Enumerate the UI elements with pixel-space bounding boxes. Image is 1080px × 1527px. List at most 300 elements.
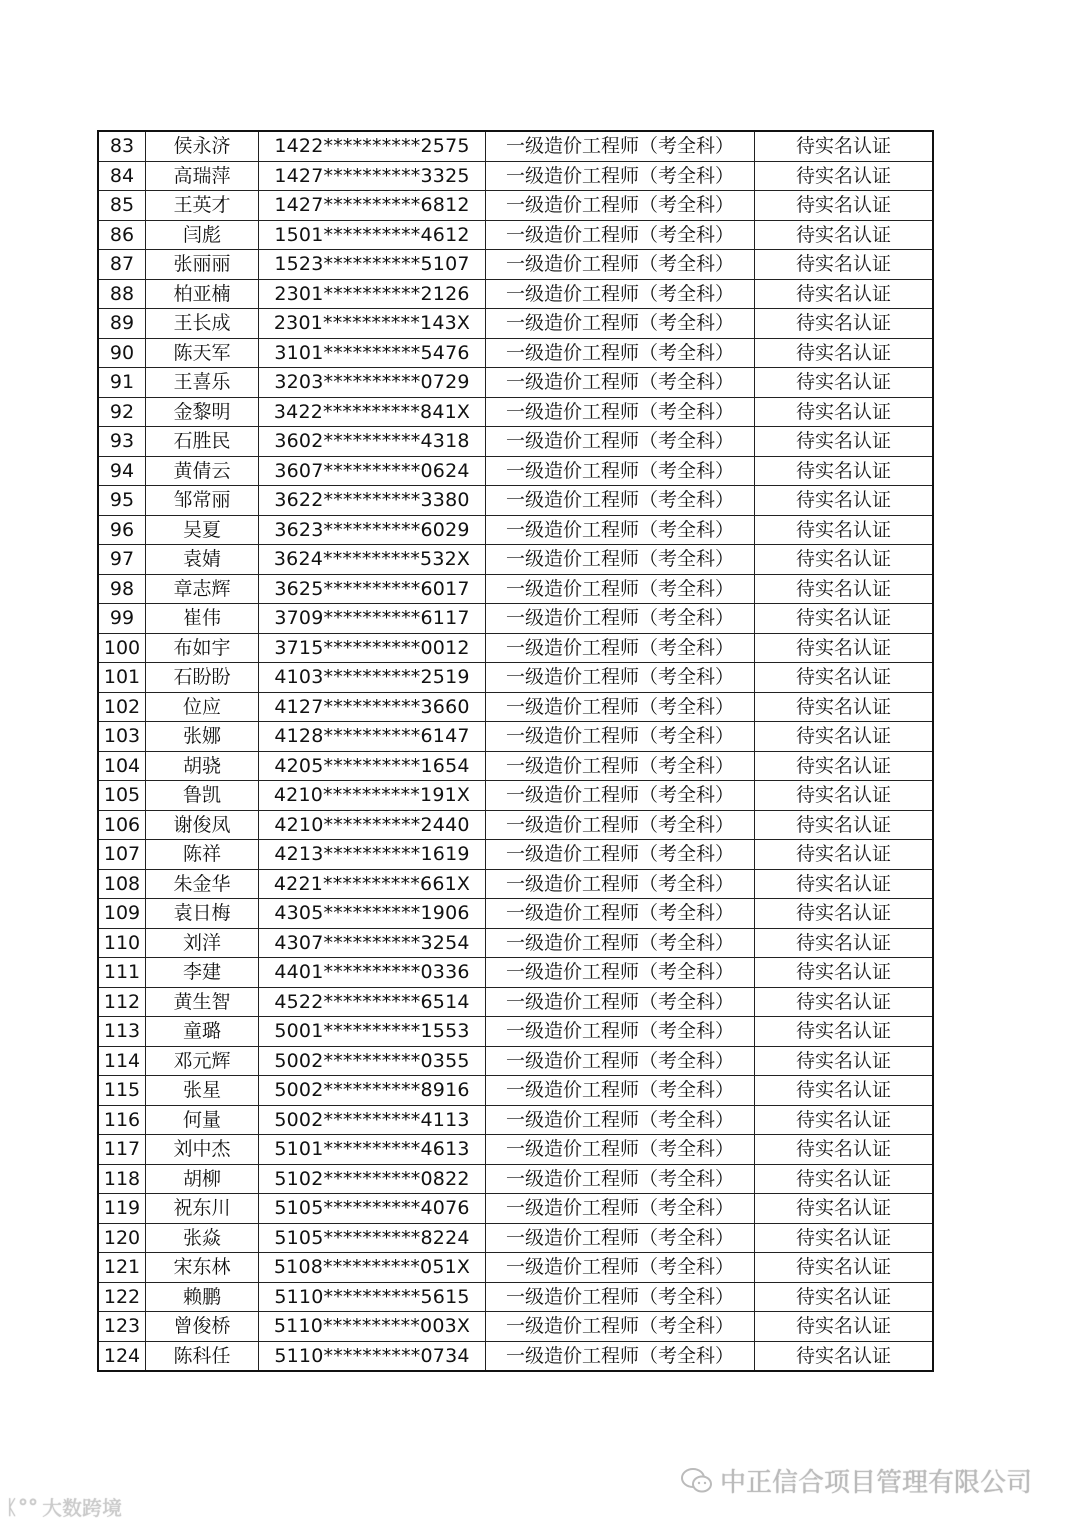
name-text: 袁婧 xyxy=(182,548,221,571)
cell-row-number xyxy=(98,456,146,486)
row-number-text: 124 xyxy=(103,1344,141,1367)
row-number-text: 85 xyxy=(109,194,135,217)
row-number-text: 84 xyxy=(109,164,135,187)
cell-qualification xyxy=(486,1253,755,1283)
qualification-text: 一级造价工程师（考全科） xyxy=(505,1108,734,1131)
cell-name xyxy=(146,279,259,309)
status-text: 待实名认证 xyxy=(795,135,891,158)
cell-id-number xyxy=(259,722,486,752)
table-row xyxy=(98,1253,933,1283)
cell-status xyxy=(755,279,934,309)
cell-row-number xyxy=(98,604,146,634)
cell-status xyxy=(755,1017,934,1047)
row-number-text: 99 xyxy=(109,607,135,630)
name-text: 高瑞萍 xyxy=(173,164,231,187)
cell-qualification xyxy=(486,1194,755,1224)
cell-row-number xyxy=(98,663,146,693)
status-text: 待实名认证 xyxy=(795,1108,891,1131)
name-text: 刘洋 xyxy=(182,931,221,954)
table-row xyxy=(98,899,933,929)
cell-row-number xyxy=(98,397,146,427)
table-row xyxy=(98,692,933,722)
table-row xyxy=(98,722,933,752)
status-text: 待实名认证 xyxy=(795,902,891,925)
cell-qualification xyxy=(486,663,755,693)
cell-qualification xyxy=(486,309,755,339)
cell-status xyxy=(755,368,934,398)
table-row xyxy=(98,279,933,309)
row-number-text: 91 xyxy=(109,371,135,394)
name-text: 黄倩云 xyxy=(173,459,231,482)
row-number-text: 92 xyxy=(109,400,135,423)
cell-name xyxy=(146,751,259,781)
cell-id-number xyxy=(259,309,486,339)
name-text: 吴夏 xyxy=(182,518,221,541)
cell-status xyxy=(755,250,934,280)
id-number-text: 4305**********1906 xyxy=(274,902,470,925)
cell-qualification xyxy=(486,899,755,929)
table-row xyxy=(98,368,933,398)
cell-status xyxy=(755,1282,934,1312)
qualification-text: 一级造价工程师（考全科） xyxy=(505,164,734,187)
cell-qualification xyxy=(486,1223,755,1253)
cell-row-number xyxy=(98,220,146,250)
row-number-text: 93 xyxy=(109,430,135,453)
status-text: 待实名认证 xyxy=(795,430,891,453)
qualification-text: 一级造价工程师（考全科） xyxy=(505,371,734,394)
table-row xyxy=(98,663,933,693)
table-row xyxy=(98,810,933,840)
cell-status xyxy=(755,1312,934,1342)
cell-qualification xyxy=(486,840,755,870)
cell-name xyxy=(146,545,259,575)
cell-id-number xyxy=(259,338,486,368)
name-text: 闫彪 xyxy=(182,223,221,246)
cell-id-number xyxy=(259,279,486,309)
name-text: 石盼盼 xyxy=(173,666,231,689)
row-number-text: 96 xyxy=(109,518,135,541)
cell-status xyxy=(755,751,934,781)
cell-id-number xyxy=(259,368,486,398)
status-text: 待实名认证 xyxy=(795,1197,891,1220)
cell-qualification xyxy=(486,486,755,516)
cell-status xyxy=(755,840,934,870)
cell-name xyxy=(146,1164,259,1194)
cell-qualification xyxy=(486,368,755,398)
cell-name xyxy=(146,810,259,840)
cell-id-number xyxy=(259,1076,486,1106)
cell-id-number xyxy=(259,1253,486,1283)
name-text: 张丽丽 xyxy=(173,253,231,276)
cell-status xyxy=(755,722,934,752)
cell-name xyxy=(146,1282,259,1312)
id-number-text: 1427**********6812 xyxy=(274,194,470,217)
name-text: 王长成 xyxy=(173,312,231,335)
name-text: 王喜乐 xyxy=(173,371,231,394)
status-text: 待实名认证 xyxy=(795,754,891,777)
row-number-text: 88 xyxy=(109,282,135,305)
id-number-text: 5110**********003X xyxy=(273,1315,471,1338)
cell-row-number xyxy=(98,1194,146,1224)
row-number-text: 95 xyxy=(109,489,135,512)
cell-status xyxy=(755,161,934,191)
id-number-text: 3622**********3380 xyxy=(274,489,470,512)
cell-name xyxy=(146,958,259,988)
cell-qualification xyxy=(486,692,755,722)
qualification-text: 一级造价工程师（考全科） xyxy=(505,725,734,748)
cell-id-number xyxy=(259,1194,486,1224)
name-text: 赖鹏 xyxy=(182,1285,221,1308)
name-text: 朱金华 xyxy=(173,872,231,895)
row-number-text: 86 xyxy=(109,223,135,246)
cell-status xyxy=(755,1164,934,1194)
row-number-text: 121 xyxy=(103,1256,141,1279)
qualification-text: 一级造价工程师（考全科） xyxy=(505,341,734,364)
table-row xyxy=(98,131,933,161)
cell-row-number xyxy=(98,515,146,545)
cell-status xyxy=(755,338,934,368)
status-text: 待实名认证 xyxy=(795,341,891,364)
qualification-text: 一级造价工程师（考全科） xyxy=(505,990,734,1013)
id-number-text: 5108**********051X xyxy=(273,1256,471,1279)
row-number-text: 114 xyxy=(103,1049,141,1072)
table-row xyxy=(98,545,933,575)
qualification-text: 一级造价工程师（考全科） xyxy=(505,400,734,423)
qualification-text: 一级造价工程师（考全科） xyxy=(505,1197,734,1220)
cell-status xyxy=(755,1194,934,1224)
cell-id-number xyxy=(259,899,486,929)
status-text: 待实名认证 xyxy=(795,1315,891,1338)
id-number-text: 5002**********4113 xyxy=(274,1108,470,1131)
id-number-text: 3602**********4318 xyxy=(274,430,470,453)
id-number-text: 4401**********0336 xyxy=(274,961,470,984)
id-number-text: 1501**********4612 xyxy=(274,223,470,246)
cell-id-number xyxy=(259,1223,486,1253)
table-row xyxy=(98,250,933,280)
cell-name xyxy=(146,427,259,457)
table-row xyxy=(98,1105,933,1135)
cell-status xyxy=(755,191,934,221)
cell-row-number xyxy=(98,309,146,339)
name-text: 祝东川 xyxy=(173,1197,231,1220)
status-text: 待实名认证 xyxy=(795,1226,891,1249)
cell-qualification xyxy=(486,456,755,486)
cell-row-number xyxy=(98,987,146,1017)
table-row xyxy=(98,958,933,988)
status-text: 待实名认证 xyxy=(795,1344,891,1367)
cell-id-number xyxy=(259,1046,486,1076)
qualification-text: 一级造价工程师（考全科） xyxy=(505,518,734,541)
id-number-text: 2301**********2126 xyxy=(274,282,470,305)
id-number-text: 4307**********3254 xyxy=(274,931,470,954)
cell-row-number xyxy=(98,1164,146,1194)
qualification-text: 一级造价工程师（考全科） xyxy=(505,548,734,571)
id-number-text: 5001**********1553 xyxy=(274,1020,470,1043)
row-number-text: 97 xyxy=(109,548,135,571)
cell-id-number xyxy=(259,161,486,191)
name-text: 刘中杰 xyxy=(173,1138,231,1161)
cell-status xyxy=(755,781,934,811)
cell-row-number xyxy=(98,131,146,161)
cell-row-number xyxy=(98,1017,146,1047)
id-number-text: 3715**********0012 xyxy=(274,636,470,659)
qualification-text: 一级造价工程师（考全科） xyxy=(505,194,734,217)
status-text: 待实名认证 xyxy=(795,695,891,718)
qualification-text: 一级造价工程师（考全科） xyxy=(505,1167,734,1190)
status-text: 待实名认证 xyxy=(795,518,891,541)
qualification-text: 一级造价工程师（考全科） xyxy=(505,931,734,954)
qualification-text: 一级造价工程师（考全科） xyxy=(505,282,734,305)
cell-status xyxy=(755,220,934,250)
row-number-text: 110 xyxy=(103,931,141,954)
cell-qualification xyxy=(486,545,755,575)
qualification-text: 一级造价工程师（考全科） xyxy=(505,430,734,453)
site-name: 大数跨境 xyxy=(42,1496,122,1520)
table-row xyxy=(98,1076,933,1106)
cell-status xyxy=(755,1341,934,1371)
status-text: 待实名认证 xyxy=(795,961,891,984)
status-text: 待实名认证 xyxy=(795,1167,891,1190)
company-name: 中正信合项目管理有限公司 xyxy=(720,1468,1033,1498)
cell-qualification xyxy=(486,574,755,604)
id-number-text: 3709**********6117 xyxy=(274,607,470,630)
cell-name xyxy=(146,928,259,958)
cell-id-number xyxy=(259,781,486,811)
cell-status xyxy=(755,515,934,545)
status-text: 待实名认证 xyxy=(795,548,891,571)
table-row xyxy=(98,456,933,486)
cell-row-number xyxy=(98,869,146,899)
cell-status xyxy=(755,427,934,457)
name-text: 胡柳 xyxy=(182,1167,221,1190)
id-number-text: 1422**********2575 xyxy=(274,135,470,158)
qualification-text: 一级造价工程师（考全科） xyxy=(505,607,734,630)
cell-qualification xyxy=(486,1135,755,1165)
id-number-text: 5002**********0355 xyxy=(274,1049,470,1072)
table-row xyxy=(98,427,933,457)
cell-name xyxy=(146,604,259,634)
cell-status xyxy=(755,928,934,958)
cell-status xyxy=(755,1223,934,1253)
cell-name xyxy=(146,781,259,811)
row-number-text: 107 xyxy=(103,843,141,866)
name-text: 金黎明 xyxy=(173,400,231,423)
cell-id-number xyxy=(259,456,486,486)
row-number-text: 103 xyxy=(103,725,141,748)
cell-qualification xyxy=(486,1017,755,1047)
name-text: 崔伟 xyxy=(182,607,221,630)
name-text: 张星 xyxy=(182,1079,221,1102)
company-watermark xyxy=(680,1462,1032,1499)
cell-id-number xyxy=(259,987,486,1017)
cell-qualification xyxy=(486,1312,755,1342)
table-row xyxy=(98,515,933,545)
cell-row-number xyxy=(98,1282,146,1312)
cell-name xyxy=(146,397,259,427)
id-number-text: 3623**********6029 xyxy=(274,518,470,541)
table-row xyxy=(98,987,933,1017)
cell-row-number xyxy=(98,633,146,663)
name-text: 陈祥 xyxy=(182,843,221,866)
cell-row-number xyxy=(98,1341,146,1371)
cell-id-number xyxy=(259,1312,486,1342)
cell-row-number xyxy=(98,751,146,781)
cell-row-number xyxy=(98,427,146,457)
cell-row-number xyxy=(98,1105,146,1135)
cell-name xyxy=(146,1076,259,1106)
cell-status xyxy=(755,397,934,427)
table-row xyxy=(98,1017,933,1047)
id-number-text: 5105**********8224 xyxy=(274,1226,470,1249)
cell-id-number xyxy=(259,1341,486,1371)
qualification-text: 一级造价工程师（考全科） xyxy=(505,902,734,925)
cell-name xyxy=(146,1135,259,1165)
cell-row-number xyxy=(98,486,146,516)
qualification-text: 一级造价工程师（考全科） xyxy=(505,872,734,895)
cell-name xyxy=(146,987,259,1017)
id-number-text: 1427**********3325 xyxy=(274,164,470,187)
name-text: 李建 xyxy=(182,961,221,984)
cell-qualification xyxy=(486,397,755,427)
id-number-text: 4210**********191X xyxy=(273,784,471,807)
id-number-text: 4213**********1619 xyxy=(274,843,470,866)
cell-qualification xyxy=(486,987,755,1017)
table-row xyxy=(98,309,933,339)
cell-qualification xyxy=(486,633,755,663)
cell-qualification xyxy=(486,250,755,280)
wechat-icon xyxy=(680,1467,714,1495)
name-text: 袁日梅 xyxy=(173,902,231,925)
cell-name xyxy=(146,309,259,339)
cell-row-number xyxy=(98,958,146,988)
name-text: 宋东林 xyxy=(173,1256,231,1279)
name-text: 柏亚楠 xyxy=(173,282,231,305)
status-text: 待实名认证 xyxy=(795,990,891,1013)
name-text: 曾俊桥 xyxy=(173,1315,231,1338)
cell-qualification xyxy=(486,1341,755,1371)
cell-qualification xyxy=(486,191,755,221)
row-number-text: 117 xyxy=(103,1138,141,1161)
cell-name xyxy=(146,1253,259,1283)
status-text: 待实名认证 xyxy=(795,784,891,807)
row-number-text: 108 xyxy=(103,872,141,895)
table-row xyxy=(98,633,933,663)
status-text: 待实名认证 xyxy=(795,872,891,895)
row-number-text: 83 xyxy=(109,135,135,158)
cell-id-number xyxy=(259,191,486,221)
qualification-text: 一级造价工程师（考全科） xyxy=(505,1256,734,1279)
cell-row-number xyxy=(98,250,146,280)
cell-row-number xyxy=(98,279,146,309)
qualification-text: 一级造价工程师（考全科） xyxy=(505,666,734,689)
qualification-text: 一级造价工程师（考全科） xyxy=(505,1138,734,1161)
name-text: 王英才 xyxy=(173,194,231,217)
cell-status xyxy=(755,1046,934,1076)
table-row xyxy=(98,840,933,870)
cell-row-number xyxy=(98,928,146,958)
cell-name xyxy=(146,1017,259,1047)
cell-name xyxy=(146,692,259,722)
cell-name xyxy=(146,722,259,752)
table-row xyxy=(98,574,933,604)
cell-status xyxy=(755,899,934,929)
cell-qualification xyxy=(486,722,755,752)
table-row xyxy=(98,1312,933,1342)
cell-id-number xyxy=(259,928,486,958)
row-number-text: 105 xyxy=(103,784,141,807)
id-number-text: 3625**********6017 xyxy=(274,577,470,600)
qualification-text: 一级造价工程师（考全科） xyxy=(505,754,734,777)
cell-row-number xyxy=(98,545,146,575)
row-number-text: 109 xyxy=(103,902,141,925)
cell-qualification xyxy=(486,1164,755,1194)
id-number-text: 4210**********2440 xyxy=(274,813,470,836)
cell-id-number xyxy=(259,515,486,545)
table-row xyxy=(98,1135,933,1165)
row-number-text: 118 xyxy=(103,1167,141,1190)
cell-row-number xyxy=(98,368,146,398)
id-number-text: 4205**********1654 xyxy=(274,754,470,777)
table-row xyxy=(98,869,933,899)
id-number-text: 4221**********661X xyxy=(273,872,471,895)
cell-row-number xyxy=(98,191,146,221)
cell-qualification xyxy=(486,279,755,309)
table-row xyxy=(98,1341,933,1371)
qualification-text: 一级造价工程师（考全科） xyxy=(505,489,734,512)
qualification-text: 一级造价工程师（考全科） xyxy=(505,1226,734,1249)
cell-row-number xyxy=(98,722,146,752)
table-row xyxy=(98,781,933,811)
cell-qualification xyxy=(486,1282,755,1312)
cell-qualification xyxy=(486,928,755,958)
row-number-text: 102 xyxy=(103,695,141,718)
cell-id-number xyxy=(259,250,486,280)
cell-id-number xyxy=(259,397,486,427)
cell-row-number xyxy=(98,781,146,811)
table-row xyxy=(98,397,933,427)
name-text: 石胜民 xyxy=(173,430,231,453)
cell-id-number xyxy=(259,869,486,899)
name-text: 陈天军 xyxy=(173,341,231,364)
status-text: 待实名认证 xyxy=(795,1079,891,1102)
cell-qualification xyxy=(486,869,755,899)
status-text: 待实名认证 xyxy=(795,164,891,187)
id-number-text: 5105**********4076 xyxy=(274,1197,470,1220)
row-number-text: 122 xyxy=(103,1285,141,1308)
row-number-text: 115 xyxy=(103,1079,141,1102)
id-number-text: 5101**********4613 xyxy=(274,1138,470,1161)
row-number-text: 119 xyxy=(103,1197,141,1220)
cell-status xyxy=(755,486,934,516)
row-number-text: 104 xyxy=(103,754,141,777)
cell-status xyxy=(755,456,934,486)
cell-name xyxy=(146,486,259,516)
qualification-text: 一级造价工程师（考全科） xyxy=(505,459,734,482)
name-text: 邓元辉 xyxy=(173,1049,231,1072)
cell-status xyxy=(755,604,934,634)
id-number-text: 3422**********841X xyxy=(273,400,471,423)
name-text: 侯永济 xyxy=(173,135,231,158)
cell-status xyxy=(755,987,934,1017)
id-number-text: 3607**********0624 xyxy=(274,459,470,482)
id-number-text: 3203**********0729 xyxy=(274,371,470,394)
status-text: 待实名认证 xyxy=(795,931,891,954)
table-row xyxy=(98,1046,933,1076)
cell-status xyxy=(755,1105,934,1135)
cell-name xyxy=(146,1105,259,1135)
cell-id-number xyxy=(259,1135,486,1165)
site-watermark xyxy=(6,1492,122,1521)
